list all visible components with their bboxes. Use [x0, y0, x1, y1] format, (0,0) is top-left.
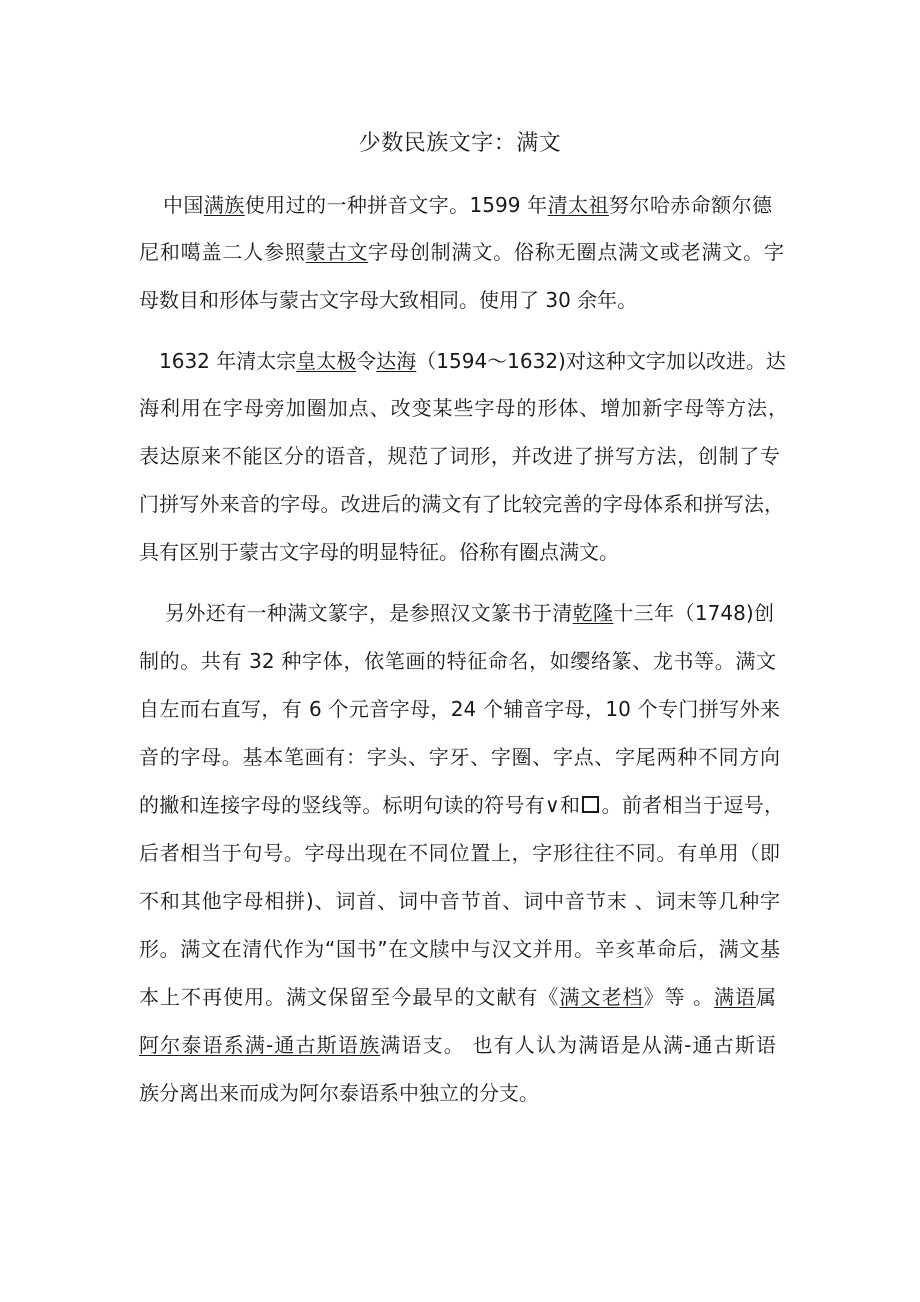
text: 本上不再使用。满文保留至今最早的文献有《 — [139, 985, 560, 1009]
text: 属 — [756, 985, 777, 1009]
paragraph-3-line-7: 不和其他字母相拼)、词首、词中音节首、词中音节末 、词末等几种字 — [139, 889, 780, 913]
text: 的撇和连接字母的竖线等。标明句读的符号有∨和 — [139, 793, 581, 817]
text: 1632 年清太宗 — [159, 349, 297, 373]
link-manchu-people[interactable]: 满族 — [203, 193, 245, 217]
paragraph-2-line-2: 海利用在字母旁加圈加点、改变某些字母的形体、增加新字母等方法， — [139, 396, 788, 420]
paragraph-2-line-4: 门拼写外来音的字母。改进后的满文有了比较完善的字母体系和拼写法， — [139, 492, 784, 516]
paragraph-3-line-1 — [165, 598, 774, 628]
paragraph-1-line-2 — [139, 237, 784, 267]
text: 中国 — [163, 193, 204, 217]
link-manchu-tungus-branch[interactable]: 满-通古斯语族 — [244, 1033, 381, 1057]
link-manwen-laodang[interactable]: 满文老档 — [559, 985, 644, 1009]
text: 尼和噶盖二人参照 — [139, 240, 306, 264]
link-mongolian-script[interactable]: 蒙古文 — [305, 240, 369, 264]
paragraph-3-line-5 — [139, 790, 784, 820]
text: 令 — [356, 349, 377, 373]
paragraph-2-line-5: 具有区别于蒙古文字母的明显特征。俗称有圈点满文。 — [139, 540, 619, 564]
text: （1594～1632)对这种文字加以改进。达 — [416, 349, 786, 373]
text: 努尔哈赤命额尔德 — [608, 193, 773, 217]
paragraph-3-line-2: 制的。共有 32 种字体，依笔画的特征命名，如缨络篆、龙书等。满文 — [139, 649, 776, 673]
link-altaic-family[interactable]: 阿尔泰语系 — [139, 1033, 245, 1057]
link-hong-taiji[interactable]: 皇太极 — [296, 349, 357, 373]
page-title: 少数民族文字：满文 — [358, 131, 562, 156]
paragraph-1-line-1 — [163, 190, 772, 220]
paragraph-3-line-4: 音的字母。基本笔画有：字头、字牙、字圈、字点、字尾两种不同方向 — [139, 745, 780, 769]
text: 满语支。 也有人认为满语是从满-通古斯语 — [380, 1033, 777, 1057]
link-qing-taizu[interactable]: 清太祖 — [547, 193, 609, 217]
text: 十三年（1748)创 — [613, 601, 775, 625]
paragraph-3-line-10 — [139, 1030, 776, 1060]
text: 使用过的一种拼音文字。1599 年 — [244, 193, 548, 217]
link-manchu-language[interactable]: 满语 — [713, 985, 757, 1009]
text: 。前者相当于逗号， — [601, 793, 784, 817]
paragraph-1-line-3: 母数目和形体与蒙古文字母大致相同。使用了 30 余年。 — [139, 288, 638, 312]
paragraph-3-line-6: 后者相当于句号。字母出现在不同位置上，字形往往不同。有单用（即 — [139, 841, 780, 865]
text: 字母创制满文。俗称无圈点满文或老满文。字 — [368, 240, 785, 264]
paragraph-2-line-1 — [159, 346, 786, 376]
paragraph-2-line-3: 表达原来不能区分的语音，规范了词形，并改进了拼写方法，创制了专 — [139, 444, 780, 468]
link-dahai[interactable]: 达海 — [376, 349, 417, 373]
paragraph-3-line-3: 自左而右直写，有 6 个元音字母，24 个辅音字母，10 个专门拼写外来 — [139, 697, 780, 721]
text: 另外还有一种满文篆字，是参照汉文篆书于清 — [165, 601, 573, 625]
paragraph-3-line-8: 形。满文在清代作为“国书”在文牍中与汉文并用。辛亥革命后，满文基 — [139, 937, 780, 961]
paragraph-3-line-9 — [139, 982, 776, 1012]
square-mark-icon — [582, 796, 599, 813]
text: 》等 。 — [643, 985, 714, 1009]
link-qianlong[interactable]: 乾隆 — [572, 601, 614, 625]
paragraph-3-line-11: 族分离出来而成为阿尔泰语系中独立的分支。 — [139, 1081, 539, 1105]
